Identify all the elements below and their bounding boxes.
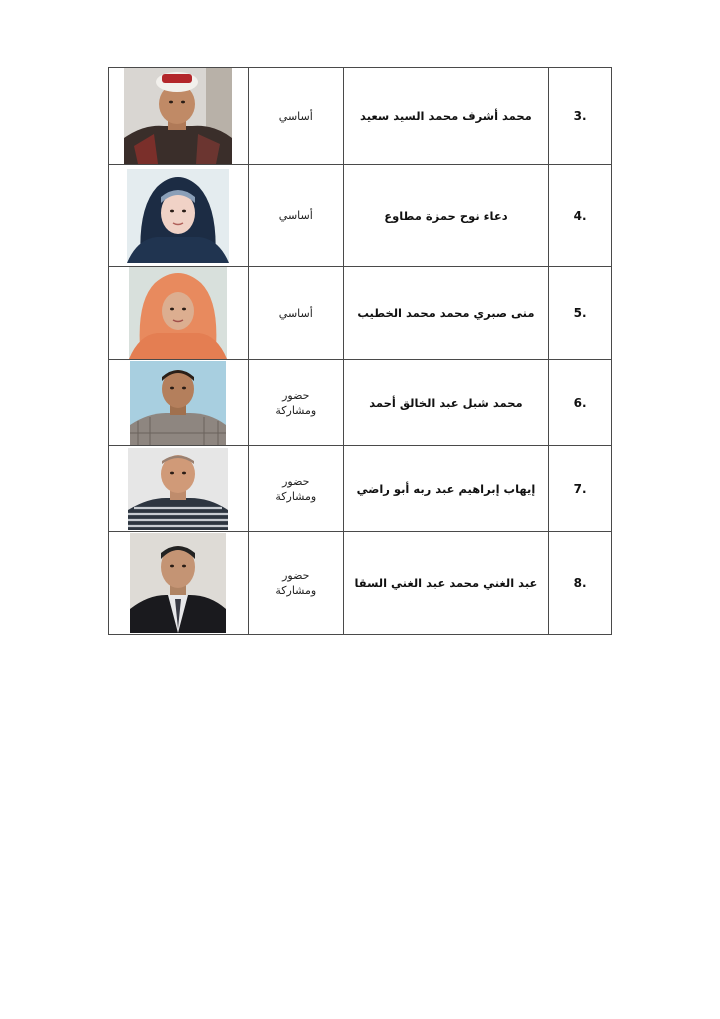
members-table bbox=[108, 67, 612, 635]
role-label: أساسي bbox=[278, 209, 313, 222]
name-cell bbox=[343, 532, 548, 635]
number-cell bbox=[549, 446, 612, 532]
table-row bbox=[109, 68, 612, 165]
portrait-photo bbox=[128, 448, 228, 530]
table-row bbox=[109, 446, 612, 532]
number-cell bbox=[549, 532, 612, 635]
number-cell bbox=[549, 360, 612, 446]
member-name: منى صبري محمد محمد الخطيب bbox=[357, 306, 535, 320]
role-cell bbox=[248, 267, 343, 360]
member-name: إيهاب إبراهيم عبد ربه أبو راضي bbox=[356, 481, 536, 496]
role-cell bbox=[248, 532, 343, 635]
role-cell bbox=[248, 68, 343, 165]
role-label: أساسي bbox=[278, 306, 313, 320]
role-label-line: ومشاركة bbox=[275, 403, 317, 417]
photo-cell bbox=[109, 532, 249, 635]
photo-cell bbox=[109, 446, 249, 532]
photo-cell bbox=[109, 360, 249, 446]
row-number: 4. bbox=[573, 208, 587, 223]
photo-cell bbox=[109, 68, 249, 165]
table-row bbox=[109, 267, 612, 360]
portrait-photo bbox=[127, 169, 229, 263]
member-name: محمد أشرف محمد السيد سعيد bbox=[360, 109, 532, 123]
role-label: أساسي bbox=[278, 109, 313, 123]
member-name: دعاء نوح حمزة مطاوع bbox=[384, 208, 508, 223]
number-cell bbox=[549, 267, 612, 360]
table-row bbox=[109, 360, 612, 446]
row-number: 8. bbox=[573, 576, 587, 590]
role-label-line: ومشاركة bbox=[275, 489, 317, 503]
name-cell bbox=[343, 446, 548, 532]
role-cell bbox=[248, 360, 343, 446]
role-cell bbox=[248, 446, 343, 532]
role-label-line: حضور bbox=[282, 569, 310, 582]
member-name: عبد الغني محمد عبد الغني السقا bbox=[354, 576, 538, 590]
table-row bbox=[109, 532, 612, 635]
row-number: 7. bbox=[573, 481, 587, 496]
portrait-photo bbox=[130, 361, 226, 445]
photo-cell bbox=[109, 267, 249, 360]
photo-cell bbox=[109, 165, 249, 267]
member-name: محمد شبل عبد الخالق أحمد bbox=[369, 395, 523, 410]
table-row bbox=[109, 165, 612, 267]
name-cell bbox=[343, 267, 548, 360]
portrait-photo bbox=[124, 68, 232, 164]
portrait-photo bbox=[130, 533, 226, 633]
portrait-photo bbox=[129, 267, 227, 359]
name-cell bbox=[343, 68, 548, 165]
row-number: 6. bbox=[573, 395, 587, 410]
name-cell bbox=[343, 360, 548, 446]
name-cell bbox=[343, 165, 548, 267]
role-label-line: حضور bbox=[282, 474, 310, 488]
role-label-line: حضور bbox=[282, 388, 310, 402]
number-cell bbox=[549, 68, 612, 165]
row-number: 3. bbox=[573, 109, 587, 123]
role-cell bbox=[248, 165, 343, 267]
row-number: 5. bbox=[573, 306, 587, 320]
role-label-line: ومشاركة bbox=[275, 584, 317, 597]
number-cell bbox=[549, 165, 612, 267]
